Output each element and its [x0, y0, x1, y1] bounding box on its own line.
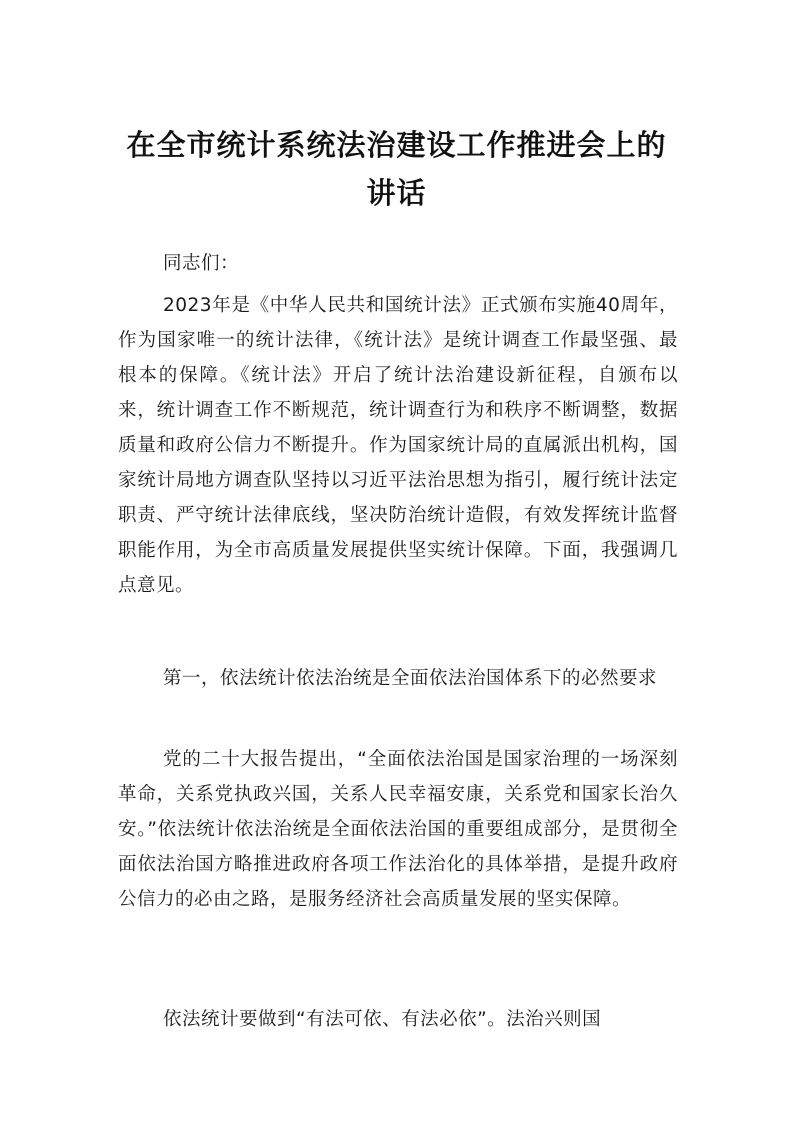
- document-title-line-1: 在全市统计系统法治建设工作推进会上的: [126, 128, 667, 162]
- paragraph-intro: 2023年是《中华人民共和国统计法》正式颁布实施40周年，作为国家唯一的统计法律，《统计法》是统计调查工作最坚强、最根本的保障。《统计法》开启了统计法治建设新征程，自颁布以来，统计调查工作不断规范，统计调查行为和秩序不断调整，数据质量和政府公信力不断提升。作为国家统计局的直属派出机构，国家统计局地方调查队坚持以习近平法治思想为指引，履行统计法定职责、严守统计法律底线，坚决防治统计造假，有效发挥统计监督职能作用，为全市高质量发展提供坚实统计保障。下面，我强调几点意见。: [118, 295, 678, 596]
- document-title-line-2: 讲话: [366, 176, 427, 210]
- greeting: 同志们：: [163, 253, 240, 274]
- section-heading-first: 第一，依法统计依法治统是全面依法治国体系下的必然要求: [163, 668, 658, 689]
- paragraph-continued: 依法统计要做到“有法可依、有法必依”。法治兴则国: [163, 1009, 602, 1030]
- paragraph-body: 党的二十大报告提出，“全面依法治国是国家治理的一场深刻革命，关系党执政兴国，关系人民幸福安康，关系党和国家长治久安。”依法统计依法治统是全面依法治国的重要组成部分，是贯彻全面依法治国方略推进政府各项工作法治化的具体举措，是提升政府公信力的必由之路，是服务经济社会高质量发展的坚实保障。: [118, 749, 678, 910]
